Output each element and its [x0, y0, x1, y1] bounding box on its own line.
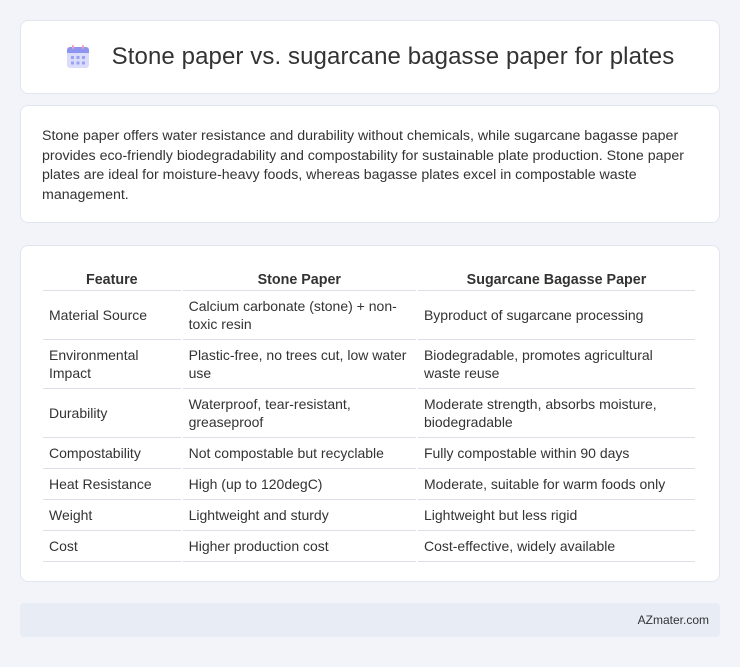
title-card	[20, 20, 720, 94]
intro-card	[20, 105, 720, 223]
comparison-card	[20, 245, 720, 582]
bagasse-paper-cell: Cost-effective, widely available	[418, 531, 695, 562]
stone-paper-cell: Higher production cost	[183, 531, 416, 562]
page-title: Stone paper vs. sugarcane bagasse paper for plates	[111, 43, 675, 70]
feature-cell: Compostability	[43, 438, 181, 469]
table-row	[43, 469, 695, 500]
footer-bar	[20, 603, 720, 637]
stone-paper-cell: Plastic-free, no trees cut, low water use	[183, 340, 416, 389]
feature-cell: Heat Resistance	[43, 469, 181, 500]
feature-cell: Durability	[43, 389, 181, 438]
bagasse-paper-cell: Lightweight but less rigid	[418, 500, 695, 531]
column-header-stone-paper: Stone Paper	[183, 266, 416, 291]
bagasse-paper-cell: Byproduct of sugarcane processing	[418, 291, 695, 340]
calendar-icon	[66, 45, 90, 69]
stone-paper-cell: High (up to 120degC)	[183, 469, 416, 500]
intro-paragraph: Stone paper offers water resistance and durability without chemicals, while sugarcane bagasse paper provides eco-friendly biodegradability and compostability for sustainable plate production. Stone paper plates are ideal for moisture-heavy foods, whereas bagasse plates excel in compostable waste management.	[42, 128, 684, 203]
footer-brand[interactable]: AZmater.com	[637, 613, 709, 627]
stone-paper-cell: Calcium carbonate (stone) + non-toxic resin	[183, 291, 416, 340]
table-row	[43, 340, 695, 389]
feature-cell: Weight	[43, 500, 181, 531]
stone-paper-cell: Waterproof, tear-resistant, greaseproof	[183, 389, 416, 438]
feature-cell: Cost	[43, 531, 181, 562]
table-row	[43, 291, 695, 340]
column-header-feature: Feature	[43, 266, 181, 291]
feature-cell: Material Source	[43, 291, 181, 340]
column-header-bagasse-paper: Sugarcane Bagasse Paper	[418, 266, 695, 291]
table-header-row	[43, 266, 695, 291]
bagasse-paper-cell: Moderate, suitable for warm foods only	[418, 469, 695, 500]
bagasse-paper-cell: Moderate strength, absorbs moisture, biodegradable	[418, 389, 695, 438]
table-row	[43, 500, 695, 531]
table-row	[43, 531, 695, 562]
feature-cell: Environmental Impact	[43, 340, 181, 389]
bagasse-paper-cell: Fully compostable within 90 days	[418, 438, 695, 469]
stone-paper-cell: Not compostable but recyclable	[183, 438, 416, 469]
comparison-table	[41, 266, 697, 562]
bagasse-paper-cell: Biodegradable, promotes agricultural waste reuse	[418, 340, 695, 389]
table-row	[43, 438, 695, 469]
stone-paper-cell: Lightweight and sturdy	[183, 500, 416, 531]
table-row	[43, 389, 695, 438]
